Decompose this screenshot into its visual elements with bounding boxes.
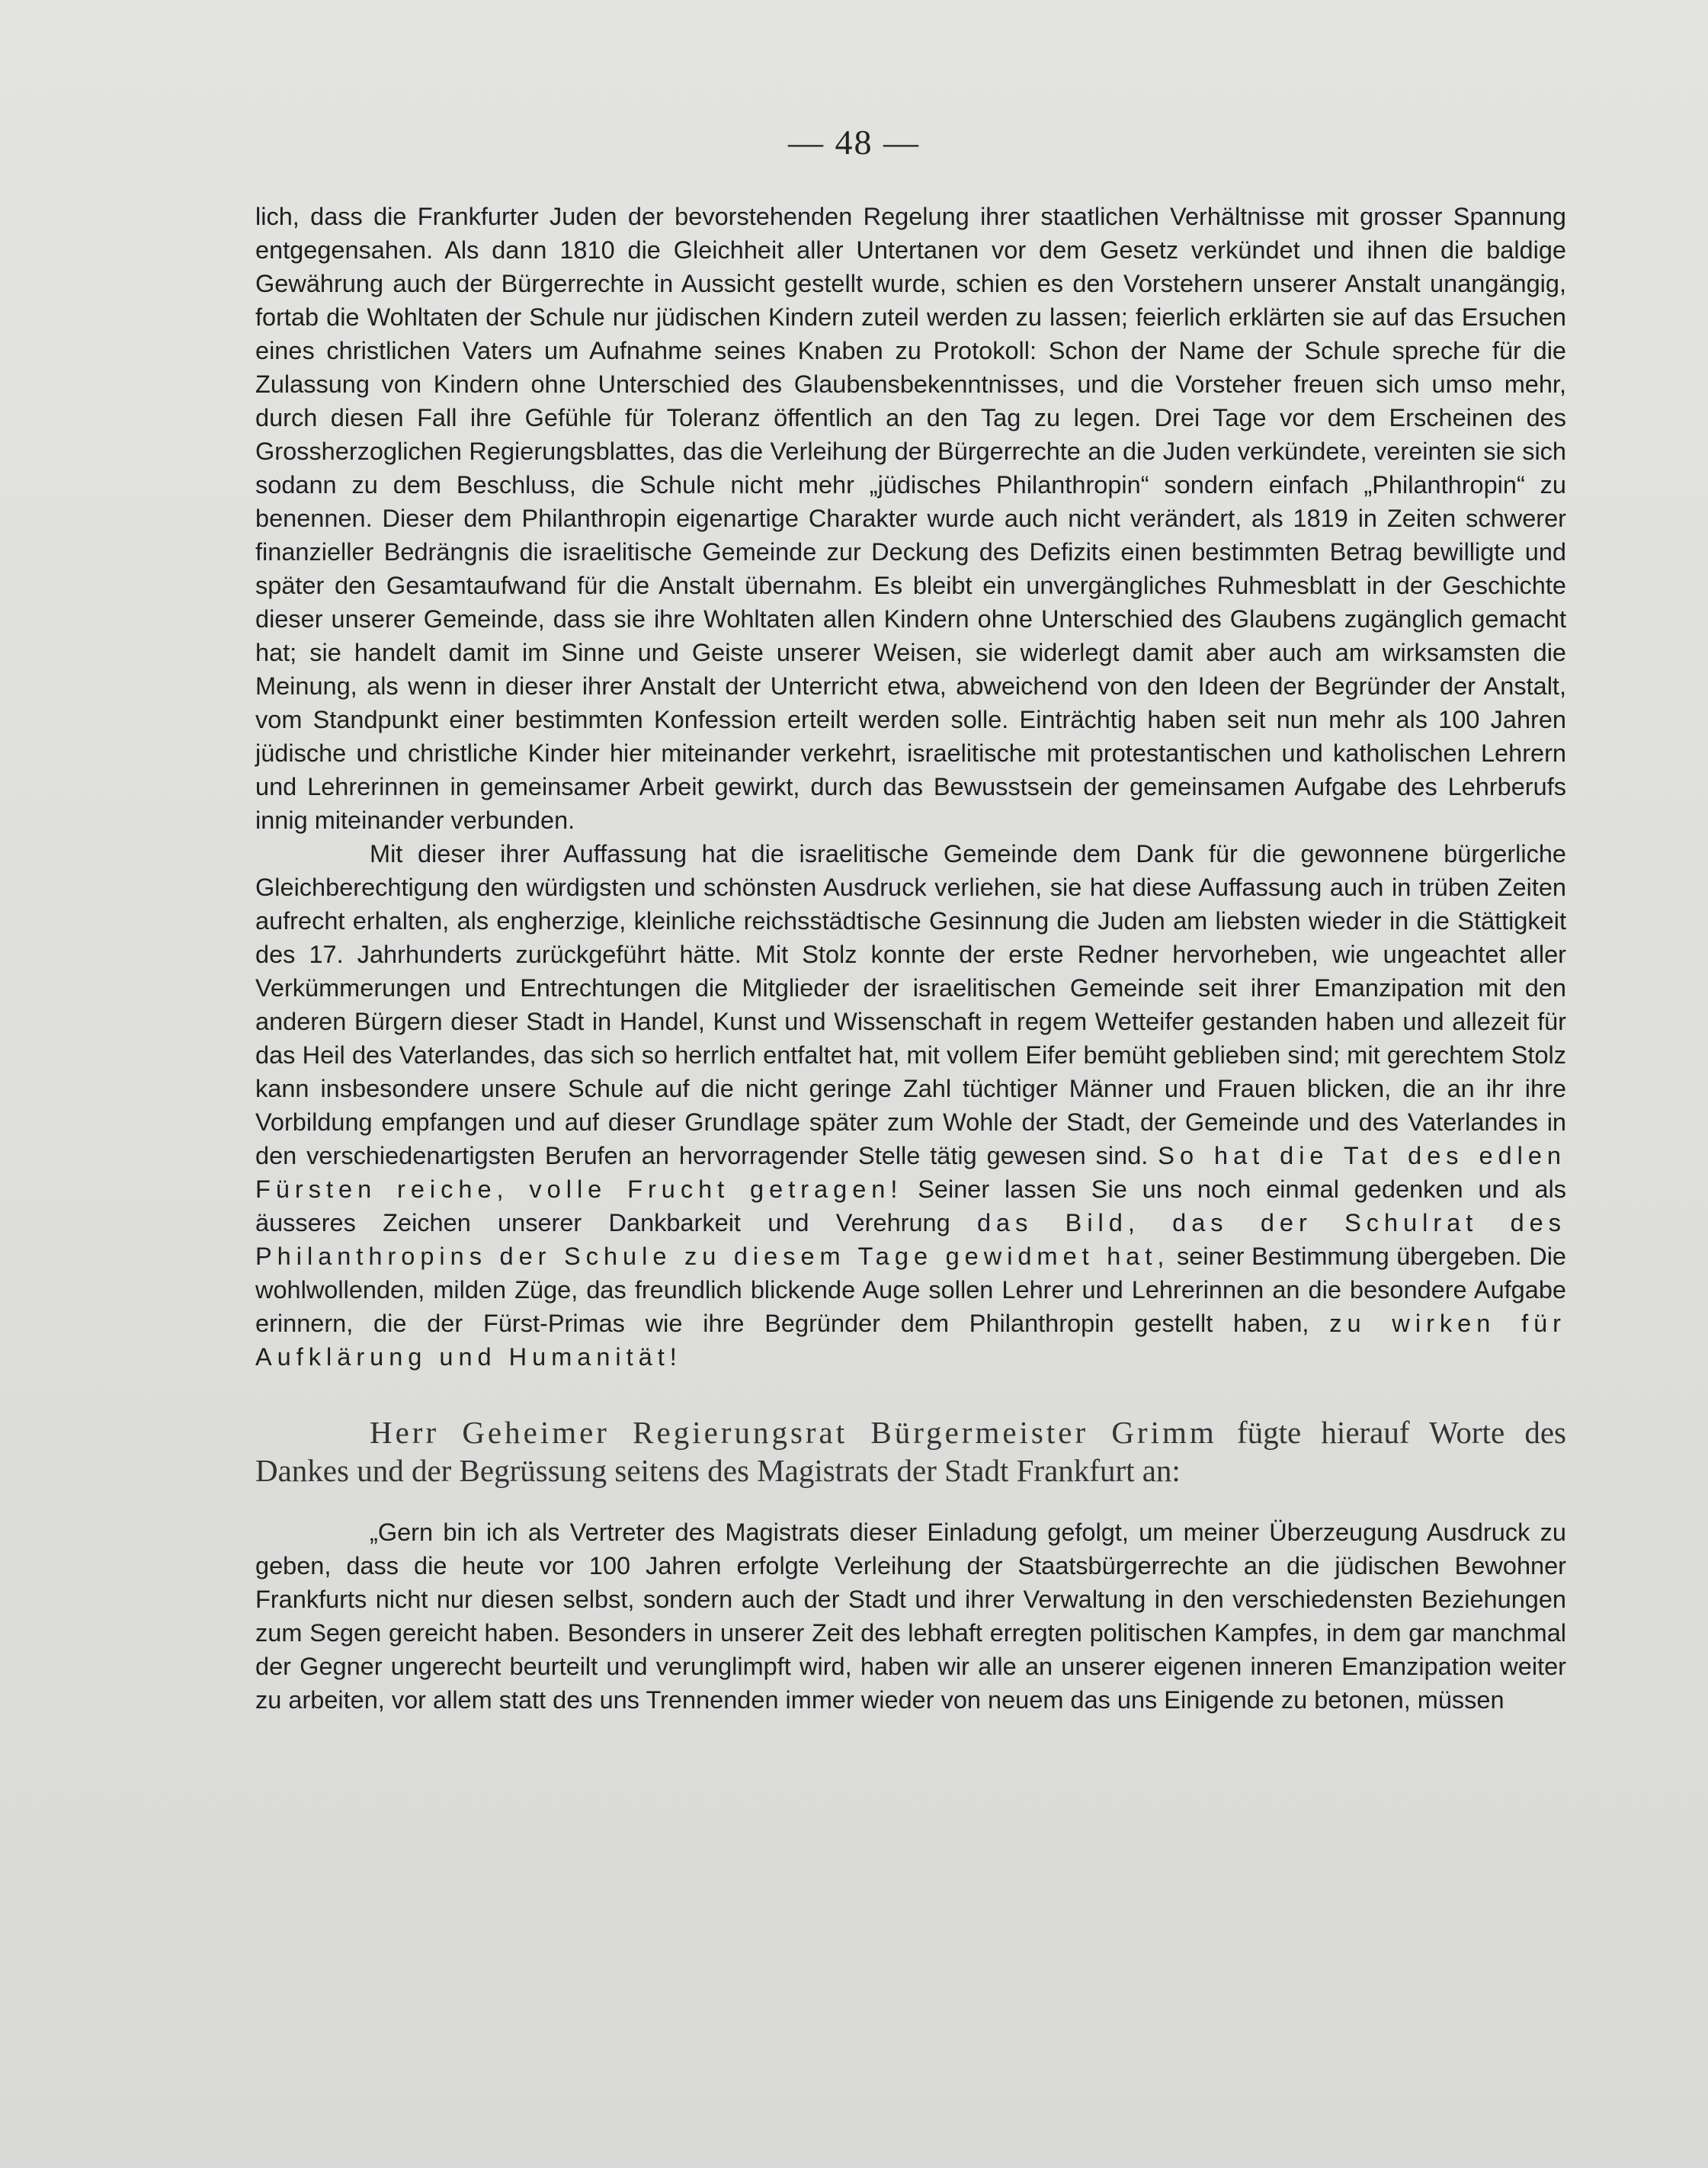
- paragraph-text: Seiner lassen Sie uns noch einmal gedenken und als äusseres Zeichen unserer Dankbarkeit und Verehrung: [255, 1175, 1567, 1236]
- speaker-name: Herr Geheimer Regierungsrat Bürgermeister Grimm: [370, 1415, 1217, 1450]
- page-number: — 48 —: [788, 123, 920, 162]
- paragraph-gemeinde-dank: [255, 837, 1566, 1374]
- speaker-introduction: [255, 1413, 1566, 1490]
- emphasized-text: So hat die Tat des edlen Fürsten reiche, volle Frucht getragen!: [255, 1142, 1567, 1203]
- paragraph-text: Mit dieser ihrer Auffassung hat die israelitische Gemeinde dem Dank für die gewonnene bürgerliche Gleichberechtigung den würdigsten und schönsten Ausdruck verliehen, sie hat diese Auffassung auch in trüben Zeiten aufrecht erhalten, als engherzige, kleinliche reichsstädtische Gesinnung die Juden am liebsten wieder in die Stättigkeit des 17. Jahrhunderts zurückgeführt hätte. Mit Stolz konnte der erste Redner hervorheben, wie ungeachtet aller Verkümmerungen und Entrechtungen die Mitglieder der israelitischen Gemeinde seit ihrer Emanzipation mit den anderen Bürgern dieser Stadt in Handel, Kunst und Wissenschaft in regem Wetteifer gestanden haben und allezeit für das Heil des Vaterlandes, das sich so herrlich entfaltet hat, mit vollem Eifer bemüht geblieben sind; mit gerechtem Stolz kann insbesondere unsere Schule auf die nicht geringe Zahl tüchtiger Männer und Frauen blicken, die an ihr ihre Vorbildung empfangen und auf dieser Grundlage später zum Wohle der Stadt, der Gemeinde und des Vaterlandes in den verschiedenartigsten Berufen an hervorragender Stelle tätig gewesen sind.: [255, 840, 1566, 1169]
- emphasized-text: zu wirken für Aufklärung und Humanität!: [255, 1310, 1566, 1371]
- paragraph-speech: „Gern bin ich als Vertreter des Magistrats dieser Einladung gefolgt, um meiner Überzeugung Ausdruck zu geben, dass die heute vor 100 Jahren erfolgte Verleihung der Staatsbürgerrechte an die jüdischen Bewohner Frankfurts nicht nur diesen selbst, sondern auch der Stadt und ihrer Verwaltung in den verschiedensten Beziehungen zum Segen gereicht haben. Besonders in unserer Zeit des lebhaft erregten politischen Kampfes, in dem gar manchmal der Gegner ungerecht beurteilt und verunglimpft wird, haben wir alle an unserer eigenen inneren Emanzipation weiter zu arbeiten, vor allem statt des uns Trennenden immer wieder von neuem das uns Einigende zu betonen, müssen: [255, 1519, 1566, 1714]
- paragraph-continuation: lich, dass die Frankfurter Juden der bevorstehenden Regelung ihrer staatlichen Verhältnisse mit grosser Spannung entgegensahen. Als dann 1810 die Gleichheit aller Untertanen vor dem Gesetz verkündet und ihnen die baldige Gewährung auch der Bürgerrechte in Aussicht gestellt wurde, schien es den Vorstehern unserer Anstalt unangängig, fortab die Wohltaten der Schule nur jüdischen Kindern zuteil werden zu lassen; feierlich erklärten sie auf das Ersuchen eines christlichen Vaters um Aufnahme seines Knaben zu Protokoll: Schon der Name der Schule spreche für die Zulassung von Kindern ohne Unterschied des Glaubensbekenntnisses, und die Vorsteher freuen sich umso mehr, durch diesen Fall ihre Gefühle für Toleranz öffentlich an den Tag zu legen. Drei Tage vor dem Erscheinen des Grossherzoglichen Regierungsblattes, das die Verleihung der Bürgerrechte an die Juden verkündete, vereinten sie sich sodann zu dem Beschluss, die Schule nicht mehr „jüdisches Philanthropin“ sondern einfach „Philanthropin“ zu benennen. Dieser dem Philanthropin eigenartige Charakter wurde auch nicht verändert, als 1819 in Zeiten schwerer finanzieller Bedrängnis die israelitische Gemeinde zur Deckung des Defizits einen bestimmten Betrag bewilligte und später den Gesamtaufwand für die Anstalt übernahm. Es bleibt ein unvergängliches Ruhmesblatt in der Geschichte dieser unserer Gemeinde, dass sie ihre Wohltaten allen Kindern ohne Unterschied des Glaubens zugänglich gemacht hat; sie handelt damit im Sinne und Geiste unserer Weisen, sie widerlegt damit aber auch am wirksamsten die Meinung, als wenn in dieser ihrer Anstalt der Unterricht etwa, abweichend von den Ideen der Begründer der Anstalt, vom Standpunkt einer bestimmten Konfession erteilt werden solle. Einträchtig haben seit nun mehr als 100 Jahren jüdische und christliche Kinder hier miteinander verkehrt, israelitische mit protestantischen und katholischen Lehrern und Lehrerinnen in gemeinsamer Arbeit gewirkt, durch das Bewusstsein der gemeinsamen Aufgabe des Lehrberufs innig miteinander verbunden.: [255, 203, 1566, 834]
- paragraph-text: seiner Bestimmung übergeben. Die wohlwollenden, milden Züge, das freundlich blickende Auge sollen Lehrer und Lehrerinnen an die besondere Aufgabe erinnern, die der Fürst-Primas wie ihre Begründer dem Philanthropin gestellt haben,: [255, 1243, 1567, 1337]
- speaker-intro-text: fügte hierauf Worte des Dankes und der Begrüssung seitens des Magistrats der Stadt Frankfurt an:: [255, 1415, 1566, 1488]
- body-text: [255, 200, 1566, 1717]
- emphasized-text: das Bild, das der Schulrat des Philanthropins der Schule zu diesem Tage gewidmet hat,: [255, 1209, 1566, 1270]
